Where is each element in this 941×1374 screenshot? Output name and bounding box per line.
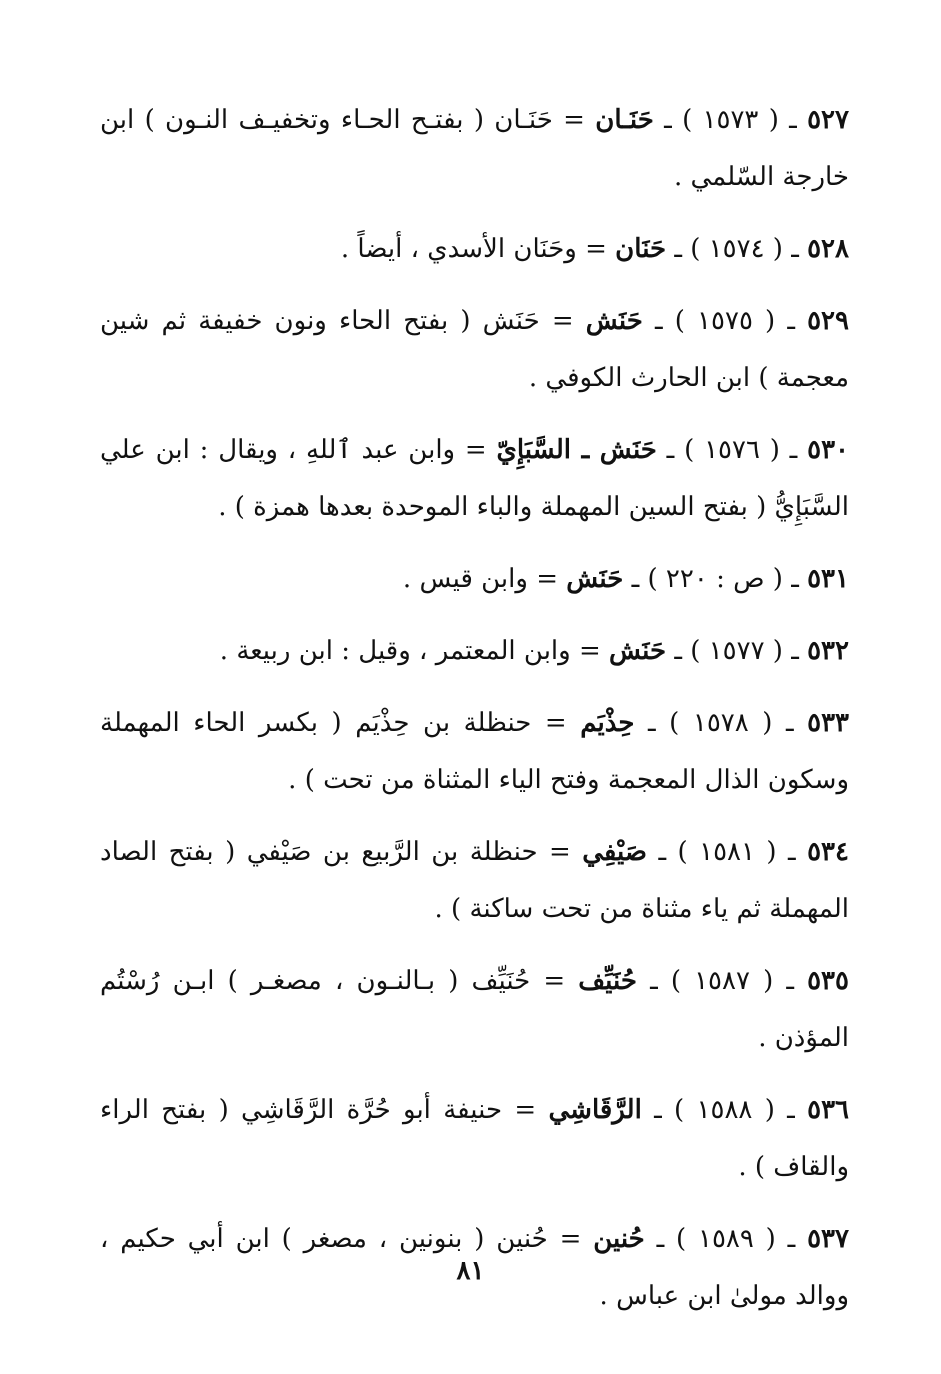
entry	[100, 953, 849, 1067]
entry	[100, 293, 849, 407]
entry-reference: ـ ( ١٥٧٣ ) ـ	[653, 105, 808, 135]
entry-reference: ـ ( ١٥٧٥ ) ـ	[642, 306, 808, 336]
entry-text: = حنيفة أبو حُرَّة الرَّقَاشِي ( بفتح الراء والقاف ) .	[100, 1095, 849, 1182]
entry-number: ٥٣٧	[807, 1224, 849, 1254]
entry-number: ٥٢٧	[807, 105, 849, 135]
entry-name: حَنَـان	[595, 105, 654, 135]
entry-text: = وابن المعتمر ، وقيل : ابن ربيعة .	[219, 636, 610, 666]
entry	[100, 92, 849, 206]
entry-name: صَيْفِي	[582, 837, 647, 867]
entry-text: = وابن قيس .	[402, 564, 567, 594]
entry	[100, 623, 849, 680]
entry-name: حَنَش ـ السَّبَإِيّ	[496, 435, 657, 465]
entry-name: الرَّقَاشِي	[548, 1095, 642, 1125]
entry-number: ٥٣٢	[807, 636, 849, 666]
entry	[100, 824, 849, 938]
entry-text: = حُنَيِّف ( بـالنـون ، مصغـر ) ابـن رُسْتُم المؤذن .	[100, 966, 849, 1053]
entry-text: = حنظلة بن الرَّبيع بن صَيْفي ( بفتح الصاد المهملة ثم ياء مثناة من تحت ساكنة ) .	[100, 837, 849, 924]
entry-number: ٥٢٨	[807, 234, 849, 264]
entry-text: = حنظلة بن حِذْيَم ( بكسر الحاء المهملة وسكون الذال المعجمة وفتح الياء المثناة من تحت ) .	[100, 708, 849, 795]
entry-name: حَنَش	[585, 306, 643, 336]
entry-reference: ـ ( ١٥٧٨ ) ـ	[634, 708, 808, 738]
entry-number: ٥٣١	[807, 564, 849, 594]
entry-reference: ـ ( ص : ٢٢٠ ) ـ	[623, 564, 808, 594]
entry-number: ٥٣٥	[807, 966, 849, 996]
entry-name: حُنين	[593, 1224, 645, 1254]
entry	[100, 1082, 849, 1196]
entry	[100, 422, 849, 536]
entry-name: حَنَش	[609, 636, 667, 666]
entry-name: حِذْيَم	[580, 708, 635, 738]
entry-text: = حُنين ( بنونين ، مصغر ) ابن أبي حكيم ، ووالد مولىٰ ابن عباس .	[100, 1224, 849, 1311]
entry-number: ٥٣٣	[807, 708, 850, 738]
entry-number: ٥٣٤	[807, 837, 849, 867]
entry-name: حُنَيِّف	[578, 966, 637, 996]
entry-number: ٥٣٦	[807, 1095, 850, 1125]
entry-text: = حَنَش ( بفتح الحاء ونون خفيفة ثم شين معجمة ) ابن الحارث الكوفي .	[100, 306, 849, 393]
entry-reference: ـ ( ١٥٨٧ ) ـ	[636, 966, 808, 996]
entry-text: = وحَنَان الأسدي ، أيضاً .	[340, 234, 616, 264]
entry-name: حَنَش	[566, 564, 624, 594]
entry-name: حَنَان	[615, 234, 667, 264]
entry-text: = حَنَـان ( بفتـح الحـاء وتخفيـف النـون ) ابن خارجة السّلمي .	[100, 105, 849, 192]
page-number: ٨١	[456, 1256, 485, 1286]
entry-reference: ـ ( ١٥٨٨ ) ـ	[641, 1095, 808, 1125]
entry-reference: ـ ( ١٥٨٩ ) ـ	[644, 1224, 808, 1254]
entry-reference: ـ ( ١٥٧٦ ) ـ	[656, 435, 808, 465]
entry-reference: ـ ( ١٥٧٧ ) ـ	[666, 636, 808, 666]
entry	[100, 221, 849, 278]
entry	[100, 551, 849, 608]
entry-number: ٥٣٠	[807, 435, 850, 465]
entry-text: = وابن عبد ٱللهِ ، ويقال : ابن علي السَّبَإِيُّ ( بفتح السين المهملة والباء الموحدة بعدها همزة ) .	[100, 435, 849, 522]
entry	[100, 695, 849, 809]
entry-list	[100, 92, 849, 1325]
entry-number: ٥٢٩	[807, 306, 849, 336]
entry-reference: ـ ( ١٥٨١ ) ـ	[646, 837, 808, 867]
entry-reference: ـ ( ١٥٧٤ ) ـ	[666, 234, 808, 264]
